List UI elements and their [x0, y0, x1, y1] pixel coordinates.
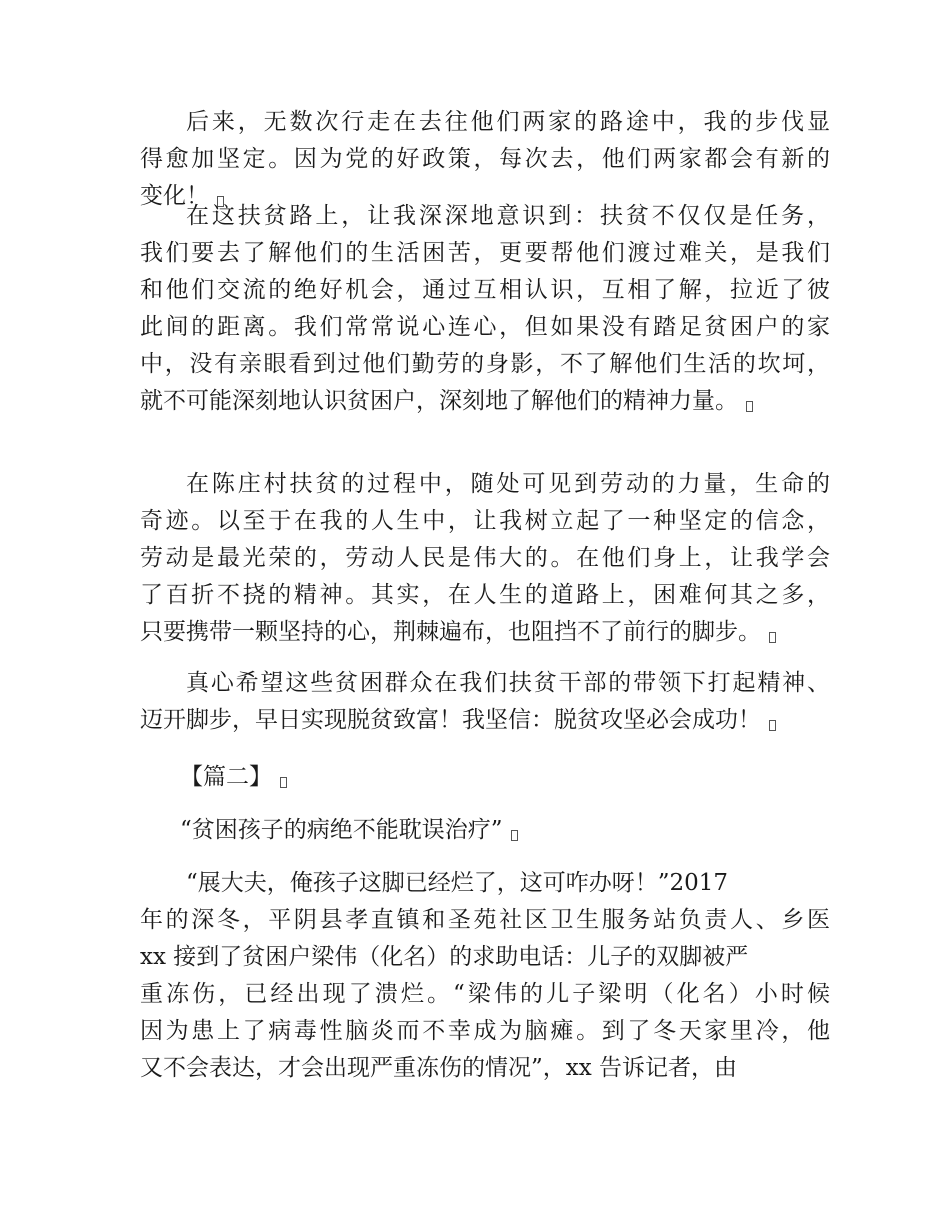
text-line: 年的深冬，平阴县孝直镇和圣苑社区卫生服务站负责人、乡医 [140, 907, 830, 933]
text-line-content: 就不可能深刻地认识贫困户，深刻地了解他们的精神力量。 [140, 388, 738, 414]
text-line: 在这扶贫路上，让我深深地意识到：扶贫不仅仅是任务， [186, 203, 830, 229]
text-line: 奇迹。以至于在我的人生中，让我树立起了一种坚定的信念， [140, 508, 830, 534]
text-line: 因为患上了病毒性脑炎而不幸成为脑瘫。到了冬天家里冷，他 [140, 1018, 830, 1044]
article-title [140, 812, 830, 849]
heading-text: 【篇二】 [180, 764, 272, 790]
text-line: 得愈加坚定。因为党的好政策，每次去，他们两家都会有新的 [140, 146, 830, 172]
text-line-last [140, 383, 830, 420]
text-line: 又不会表达，才会出现严重冻伤的情况”，xx 告诉记者，由 [140, 1055, 738, 1081]
text-line: 在陈庄村扶贫的过程中，随处可见到劳动的力量，生命的 [186, 471, 830, 497]
paragraph-2 [140, 198, 830, 420]
text-line: 和他们交流的绝好机会，通过互相认识，互相了解，拉近了彼 [140, 277, 830, 303]
paragraph-4 [140, 665, 830, 739]
paragraph-mark-icon [511, 830, 518, 841]
text-line: 真心希望这些贫困群众在我们扶贫干部的带领下打起精神、 [186, 670, 830, 696]
text-line-content: 迈开脚步，早日实现脱贫致富！我坚信：脱贫攻坚必会成功！ [140, 707, 761, 733]
text-line: 我们要去了解他们的生活困苦，更要帮他们渡过难关，是我们 [140, 240, 830, 266]
text-line: 重冻伤，已经出现了溃烂。“梁伟的儿子梁明（化名）小时候 [140, 981, 830, 1007]
text-line: 此间的距离。我们常常说心连心，但如果没有踏足贫困户的家 [140, 314, 830, 340]
paragraph-5 [140, 865, 830, 1087]
text-line: 劳动是最光荣的，劳动人民是伟大的。在他们身上，让我学会 [140, 545, 830, 571]
text-line: “展大夫，俺孩子这脚已经烂了，这可咋办呀！”2017 [186, 870, 729, 896]
title-text: “贫困孩子的病绝不能耽误治疗” [180, 817, 503, 843]
text-line: xx 接到了贫困户梁伟（化名）的求助电话：儿子的双脚被严 [140, 944, 749, 970]
paragraph-3 [140, 466, 830, 651]
paragraph-mark-icon [769, 632, 776, 643]
text-line-last [140, 614, 830, 651]
text-line-last [140, 702, 830, 739]
text-line-content: 变化！ [140, 183, 209, 209]
text-line: 后来，无数次行走在去往他们两家的路途中，我的步伐显 [186, 109, 830, 135]
paragraph-mark-icon [746, 401, 753, 412]
text-line: 中，没有亲眼看到过他们勤劳的身影，不了解他们生活的坎坷， [140, 351, 830, 377]
heading-line [140, 759, 830, 796]
section-heading [140, 759, 830, 796]
paragraph-mark-icon [280, 777, 287, 788]
text-line: 了百折不挠的精神。其实，在人生的道路上，困难何其之多， [140, 582, 830, 608]
paragraph-mark-icon [769, 720, 776, 731]
title-line [140, 812, 830, 849]
text-line-content: 只要携带一颗坚持的心，荆棘遍布，也阻挡不了前行的脚步。 [140, 619, 761, 645]
